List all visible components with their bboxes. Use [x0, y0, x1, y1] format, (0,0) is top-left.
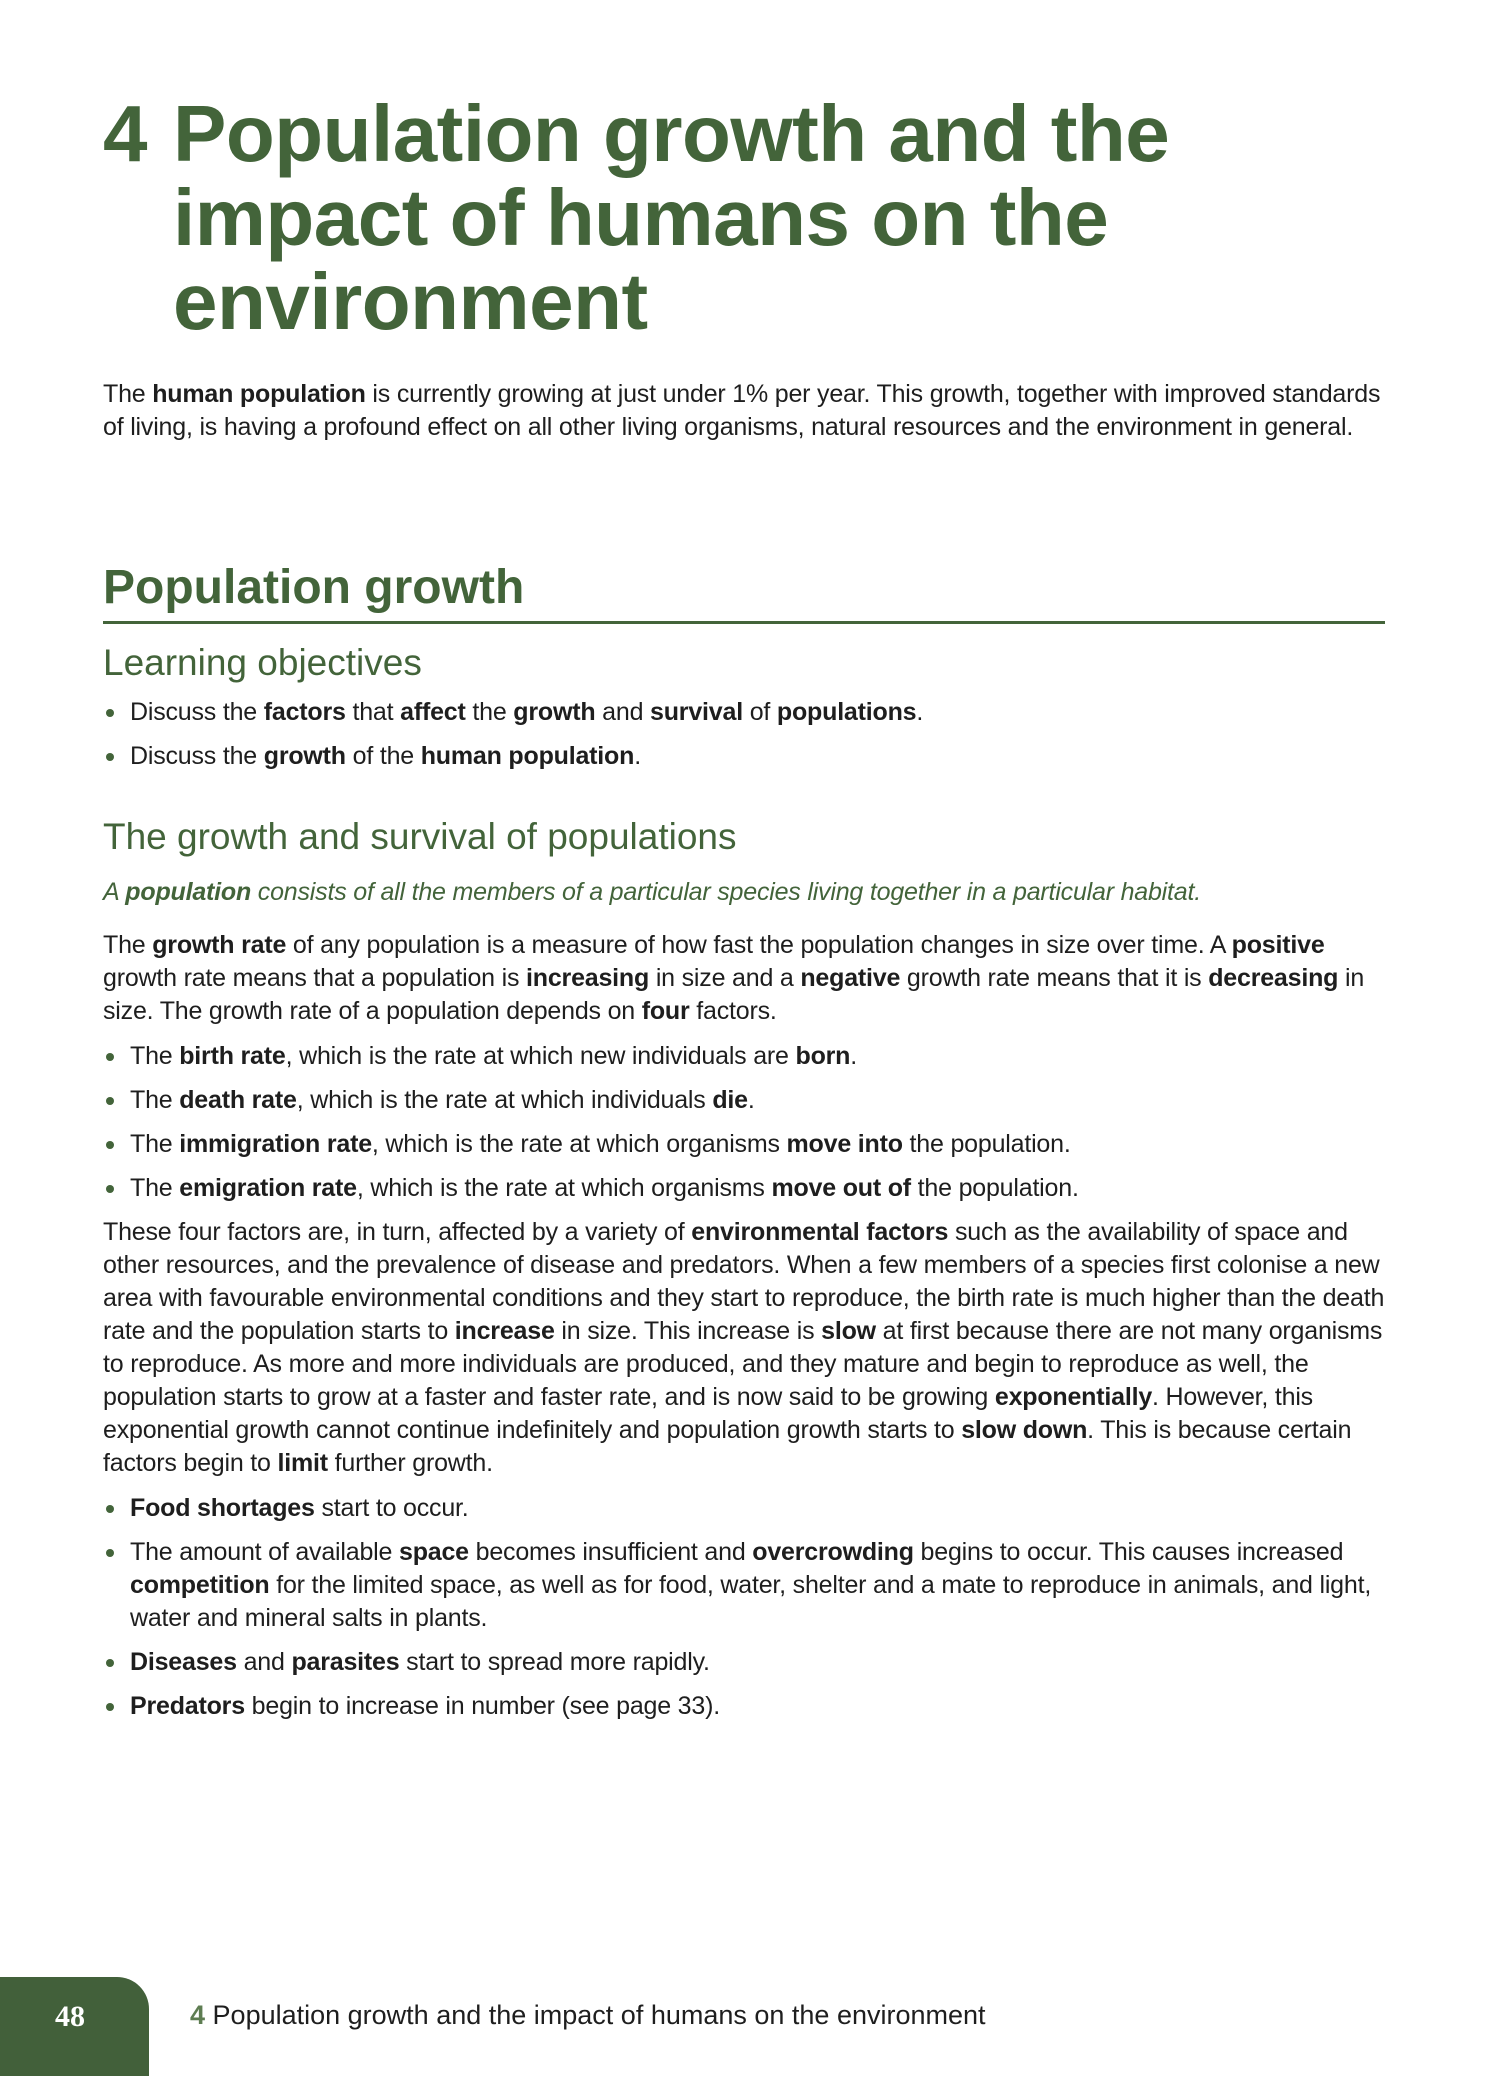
list-item [103, 1492, 1393, 1525]
section-heading: Population growth [103, 561, 525, 614]
text-run: The [103, 931, 153, 959]
section-divider [103, 621, 1385, 624]
factors-list [103, 1040, 1393, 1205]
bullet-icon [106, 1549, 114, 1557]
bold-term: population [125, 878, 252, 906]
page-number: 48 [55, 2000, 85, 2033]
list-item [103, 1690, 1393, 1723]
list-item [103, 1172, 1393, 1205]
bold-term: slow [821, 1317, 876, 1345]
objectives-list-wrap [103, 696, 1393, 784]
text-run: start to occur. [314, 1494, 469, 1522]
text-run: . [634, 742, 641, 770]
bold-term: space [398, 1538, 469, 1566]
intro-paragraph [103, 378, 1393, 444]
text-run: becomes insufficient and [468, 1538, 753, 1566]
text-run: in size and a [649, 964, 801, 992]
bold-term: parasites [291, 1648, 400, 1676]
bold-term: emigration rate [179, 1174, 357, 1202]
bullet-icon [106, 1097, 114, 1105]
subsection-body [103, 876, 1393, 1734]
growth-rate-paragraph [103, 929, 1393, 1028]
text-run: of [742, 698, 777, 726]
subsection-heading: The growth and survival of populations [103, 816, 737, 857]
population-definition [103, 876, 1393, 909]
bullet-icon [106, 1659, 114, 1667]
bold-term: factors [263, 698, 346, 726]
chapter-title-line-3: environment [173, 257, 648, 346]
text-run: of any population is a measure of how fast the population changes in size over time. A [286, 931, 1232, 959]
text-run: and [236, 1648, 292, 1676]
bold-term: growth rate [152, 931, 287, 959]
bold-term: Diseases [130, 1648, 237, 1676]
text-run: Discuss the [130, 742, 264, 770]
bold-term: human population [152, 380, 366, 408]
bold-term: increase [454, 1317, 555, 1345]
bold-term: four [641, 997, 690, 1025]
bold-term: human population [420, 742, 635, 770]
bullet-icon [106, 753, 114, 761]
text-run: begin to increase in number (see page 33). [244, 1692, 720, 1720]
list-item [103, 1536, 1393, 1635]
bullet-icon [106, 1185, 114, 1193]
bold-term: immigration rate [179, 1130, 372, 1158]
bold-term: die [712, 1086, 748, 1114]
bold-term: exponentially [994, 1383, 1153, 1411]
learning-objectives-heading: Learning objectives [103, 642, 422, 683]
text-run: further growth. [327, 1449, 493, 1477]
text-run: . This is because certain factors begin to [103, 1416, 1352, 1477]
text-run: for the limited space, as well as for food, water, shelter and a mate to reproduce in animals, and light, water and mineral salts in plants. [130, 1571, 1372, 1632]
bold-term: negative [800, 964, 901, 992]
bold-term: survival [650, 698, 743, 726]
text-run: at first because there are not many organisms to reproduce. As more and more individuals are produced, and they mature and begin to reproduce as well, the population starts to grow at a faster and faster rate, and is now said to be growing [103, 1317, 1383, 1411]
text-run: Discuss the [130, 698, 264, 726]
bold-term: birth rate [179, 1042, 286, 1070]
text-run: , which is the rate at which individuals [296, 1086, 713, 1114]
text-run: consists of all the members of a particular species living together in a particular habitat. [251, 878, 1201, 906]
chapter-title-line-2: impact of humans on the [173, 173, 1109, 262]
objectives-list [103, 696, 1393, 773]
text-run: , which is the rate at which new individuals are [285, 1042, 796, 1070]
text-run: in size. This increase is [554, 1317, 822, 1345]
bold-term: decreasing [1208, 964, 1339, 992]
text-run: . [916, 698, 924, 726]
text-run: The [103, 380, 153, 408]
text-run: . [850, 1042, 857, 1070]
bold-term: death rate [179, 1086, 297, 1114]
text-run: The [130, 1130, 180, 1158]
text-run: The [130, 1174, 180, 1202]
text-run: the population. [902, 1130, 1071, 1158]
text-run: . However, this exponential growth cannot continue indefinitely and population growth starts to [103, 1383, 1313, 1444]
bold-term: move into [786, 1130, 903, 1158]
bullet-icon [106, 1703, 114, 1711]
text-run: the population. [910, 1174, 1079, 1202]
bold-term: limit [277, 1449, 328, 1477]
intro-text [103, 378, 1393, 444]
bold-term: positive [1231, 931, 1325, 959]
text-run: The [130, 1042, 180, 1070]
limiting-factors-list [103, 1492, 1393, 1723]
list-item [103, 1646, 1393, 1679]
environmental-factors-paragraph [103, 1216, 1393, 1480]
text-run: . [747, 1086, 755, 1114]
bold-term: competition [130, 1571, 270, 1599]
bold-term: move out of [771, 1174, 911, 1202]
text-run: and [595, 698, 651, 726]
text-run: growth rate means that it is [900, 964, 1209, 992]
bold-term: Predators [130, 1692, 245, 1720]
text-run: factors. [689, 997, 777, 1025]
text-run: The [130, 1086, 180, 1114]
text-run: These four factors are, in turn, affected by a variety of [103, 1218, 692, 1246]
text-run: that [345, 698, 401, 726]
text-run: such as the availability of space and other resources, and the prevalence of disease and predators. When a few members of a species first colonise a new area with favourable environmental conditions and they start to reproduce, the birth rate is much higher than the death rate and the population starts to [103, 1218, 1385, 1345]
bold-term: environmental factors [691, 1218, 949, 1246]
list-item [103, 1128, 1393, 1161]
chapter-title [103, 89, 1170, 346]
bullet-icon [106, 1141, 114, 1149]
text-run: start to spread more rapidly. [399, 1648, 710, 1676]
text-run: in size. The growth rate of a population depends on [103, 964, 1365, 1025]
list-item [103, 1084, 1393, 1117]
title-text: Population growth and the [173, 89, 1170, 178]
bold-term: slow down [961, 1416, 1088, 1444]
text-run: growth rate means that a population is [103, 964, 527, 992]
footer-chapter-title: Population growth and the impact of humans on the environment [212, 2000, 986, 2030]
footer-chapter-number: 4 [190, 2000, 206, 2030]
bold-term: growth [513, 698, 596, 726]
bullet-icon [106, 1053, 114, 1061]
text-run: the [465, 698, 514, 726]
text-run: , which is the rate at which organisms [371, 1130, 787, 1158]
bullet-icon [106, 1505, 114, 1513]
list-item [103, 740, 1393, 773]
text-run: is currently growing at just under 1% per year. This growth, together with improved standards of living, is having a profound effect on all other living organisms, natural resources and the environment in general. [103, 380, 1381, 441]
chapter-number: 4 [103, 89, 147, 178]
text-run: The amount of available [130, 1538, 399, 1566]
running-footer [190, 2000, 986, 2031]
bold-term: growth [263, 742, 346, 770]
bold-term: affect [400, 698, 466, 726]
bold-term: increasing [526, 964, 650, 992]
list-item [103, 696, 1393, 729]
text-run: A [103, 878, 126, 906]
bullet-icon [106, 709, 114, 717]
text-run: begins to occur. This causes increased [913, 1538, 1344, 1566]
bold-term: Food shortages [130, 1494, 315, 1522]
bold-term: overcrowding [752, 1538, 914, 1566]
text-run: , which is the rate at which organisms [356, 1174, 772, 1202]
chapter-title-line-1 [103, 89, 1170, 178]
text-run: of the [345, 742, 421, 770]
bold-term: populations [776, 698, 917, 726]
list-item [103, 1040, 1393, 1073]
bold-term: born [795, 1042, 851, 1070]
